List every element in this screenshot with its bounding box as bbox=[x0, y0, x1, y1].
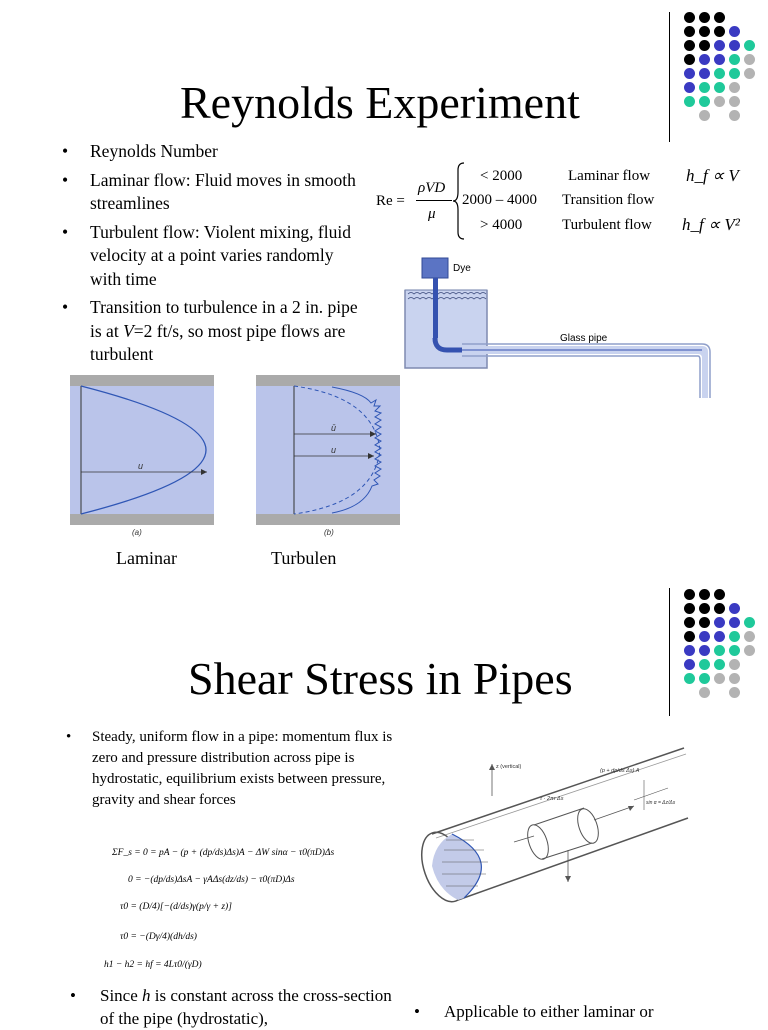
label-transition: Transition flow bbox=[562, 192, 655, 208]
turbulent-caption: Turbulen bbox=[271, 548, 337, 568]
label-laminar: Laminar flow bbox=[568, 168, 651, 184]
equation-denominator: μ bbox=[428, 206, 436, 222]
bullet-steady-flow: • Steady, uniform flow in a pipe: momentum flux is zero and pressure distribution across pipe is hydrostatic, equilibrium exists between pressure, gravity and shear forces bbox=[66, 729, 393, 808]
decorative-dot-grid bbox=[684, 12, 764, 124]
turbulent-velocity-profile bbox=[256, 375, 404, 537]
bullet-applicable: • Applicable to either laminar or bbox=[414, 1002, 654, 1021]
equation-rearranged: 0 = −(dp/ds)ΔsA − γAΔs(dz/ds) − τ0(πD)Δs bbox=[128, 875, 295, 885]
dye-label: Dye bbox=[453, 263, 471, 274]
decorative-divider bbox=[669, 588, 670, 716]
turbulent-panel-label: (b) bbox=[324, 528, 334, 537]
bullet-laminar-flow: • Laminar flow: Fluid moves in smooth streamlines bbox=[62, 169, 362, 216]
bullet-list bbox=[62, 140, 362, 367]
bullet-turbulent-flow: • Turbulent flow: Violent mixing, fluid velocity at a point varies randomly with time bbox=[62, 221, 362, 292]
turbulent-mean-label: ū bbox=[331, 423, 337, 433]
downstream-pressure-label: (p + dp/ds Δs) A bbox=[600, 768, 640, 774]
bullet-reynolds-number: • Reynolds Number bbox=[62, 140, 362, 164]
relation-laminar: h_f ∝ V bbox=[686, 166, 739, 185]
equation-lhs: Re = bbox=[376, 193, 405, 209]
reynolds-number-equation bbox=[372, 160, 752, 242]
label-turbulent: Turbulent flow bbox=[562, 217, 652, 233]
equation-force-balance: ΣF_s = 0 = pA − (p + (dp/ds)Δs)A − ΔW sinα − τ0(πD)Δs bbox=[112, 848, 335, 858]
turbulent-inst-label: u bbox=[331, 445, 337, 455]
bullet-h-constant: • Since h is constant across the cross-section of the pipe (hydrostatic), bbox=[70, 986, 392, 1028]
slide-title: Shear Stress in Pipes bbox=[188, 653, 573, 704]
shear-force-label: τ · 2πr Δs bbox=[540, 796, 564, 802]
range-laminar: < 2000 bbox=[480, 168, 523, 184]
equation-tau-general: τ0 = (D/4)[−(d/ds)γ(p/γ + z)] bbox=[120, 902, 232, 912]
range-turbulent: > 4000 bbox=[480, 217, 523, 233]
slide-shear-stress bbox=[0, 580, 768, 1028]
relation-turbulent: h_f ∝ V² bbox=[682, 215, 740, 234]
laminar-caption: Laminar bbox=[116, 548, 177, 568]
equation-numerator: ρVD bbox=[418, 180, 446, 196]
sin-alpha-label: sin α = Δz/Δs bbox=[646, 800, 676, 806]
inclined-pipe-diagram bbox=[408, 740, 698, 916]
equation-head-loss: h1 − h2 = hf = 4Lτ0/(γD) bbox=[104, 960, 202, 970]
dye-injection-apparatus bbox=[402, 252, 722, 402]
fraction-bar bbox=[416, 200, 452, 201]
decorative-dot-grid bbox=[684, 589, 764, 701]
laminar-velocity-label: u bbox=[138, 461, 144, 471]
decorative-divider bbox=[669, 12, 670, 142]
equation-tau-head: τ0 = −(Dγ/4)(dh/ds) bbox=[120, 932, 197, 942]
glass-pipe-label: Glass pipe bbox=[560, 333, 608, 344]
laminar-velocity-profile bbox=[70, 375, 218, 537]
range-transition: 2000 – 4000 bbox=[462, 192, 537, 208]
bullet-transition: • Transition to turbulence in a 2 in. pipe is at V=2 ft/s, so most pipe flows are turbulent bbox=[62, 296, 362, 367]
laminar-panel-label: (a) bbox=[132, 528, 142, 537]
slide-title: Reynolds Experiment bbox=[180, 77, 580, 128]
vertical-axis-label: z (vertical) bbox=[496, 764, 522, 770]
